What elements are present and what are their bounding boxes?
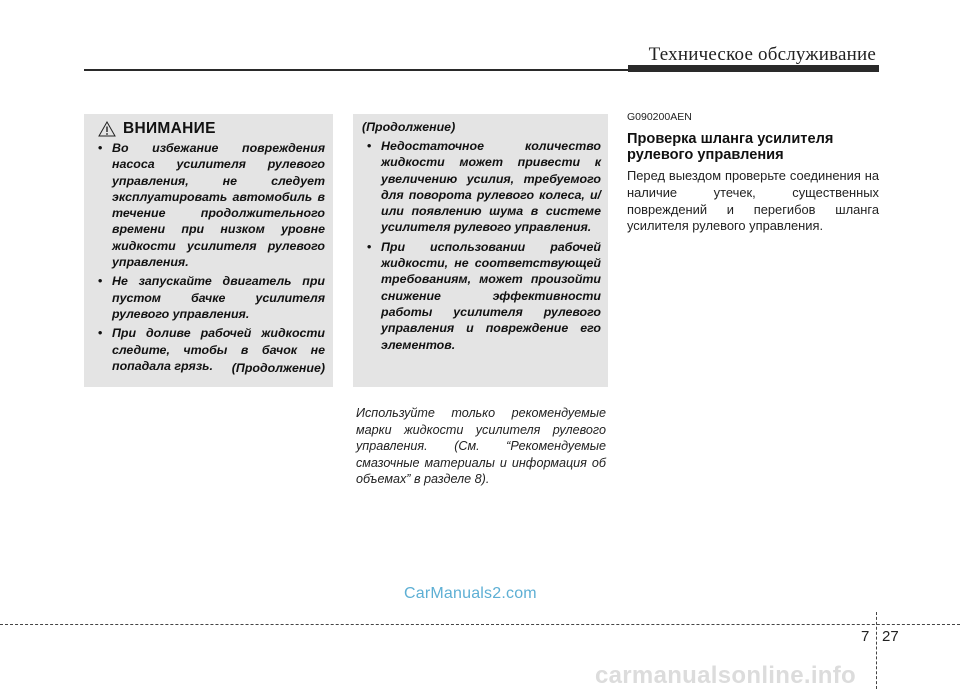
continuation-box — [353, 114, 608, 387]
header-title: Техническое обслуживание — [648, 44, 876, 65]
list-item: • Во избежание повреждения насоса усилителя рулевого управления, не следует эксплуатировать автомобиль в течение продолжительного времени при низком уровне жидкости усилителя рулевого управления. — [98, 141, 325, 270]
recommendation-note: Используйте только рекомендуемые марки жидкости усилителя рулевого управления. (См. “Рекомендуемые смазочные материалы и информация об объемах” в разделе 8). — [356, 406, 606, 486]
warning-heading — [98, 120, 216, 138]
warning-title: ВНИМАНИЕ — [123, 120, 216, 137]
list-item: • Недостаточное количество жидкости может привести к увеличению усилия, требуемого для поворота рулевого колеса, и/или появлению шума в системе усилителя рулевого управления. — [367, 139, 601, 235]
section-code: G090200AEN — [627, 111, 692, 123]
warning-box — [84, 114, 333, 387]
continuation-heading: (Продолжение) — [362, 120, 456, 134]
warning-item-text: При доливе рабочей жидкости следите, чтобы в бачок не попадала грязь. — [112, 326, 325, 373]
list-item: • Не запускайте двигатель при пустом бачке усилителя рулевого управления. — [98, 274, 325, 321]
chapter-number: 7 — [861, 628, 870, 645]
page-number: 27 — [882, 628, 899, 645]
warning-item-text: Не запускайте двигатель при пустом бачке усилителя рулевого управления. — [112, 274, 325, 321]
page-number-divider — [876, 612, 877, 689]
warning-item-text: Во избежание повреждения насоса усилителя рулевого управления, не следует эксплуатировать автомобиль в течение продолжительного времени при низком уровне жидкости усилителя рулевого управления. — [112, 141, 325, 270]
warning-triangle-icon — [98, 121, 116, 137]
header-tab-bar — [628, 65, 879, 72]
list-item: • При доливе рабочей жидкости следите, чтобы в бачок не попадала грязь. — [98, 326, 325, 373]
continued-label: (Продолжение) — [231, 361, 325, 375]
list-item: • При использовании рабочей жидкости, не соответствующей требованиям, может произойти снижение эффективности работы усилителя рулевого управления и повреждение его элементов. — [367, 239, 601, 352]
footer-site-watermark: carmanualsonline.info — [595, 662, 857, 689]
watermark-link[interactable]: CarManuals2.com — [404, 585, 537, 602]
footer-divider — [0, 624, 960, 625]
continuation-item-text: При использовании рабочей жидкости, не соответствующей требованиям, может произойти снижение эффективности работы усилителя рулевого управления и повреждение его элементов. — [381, 239, 601, 352]
continuation-item-text: Недостаточное количество жидкости может привести к увеличению усилия, требуемого для поворота рулевого колеса, и/или появлению шума в системе усилителя рулевого управления. — [381, 139, 601, 235]
section-body: Перед выездом проверьте соединения на наличие утечек, существенных повреждений и перегибов шланга усилителя рулевого управления. — [627, 168, 879, 234]
section-title: Проверка шланга усилителя рулевого управления — [627, 131, 834, 164]
warning-list — [92, 140, 325, 377]
continuation-list — [361, 138, 601, 356]
